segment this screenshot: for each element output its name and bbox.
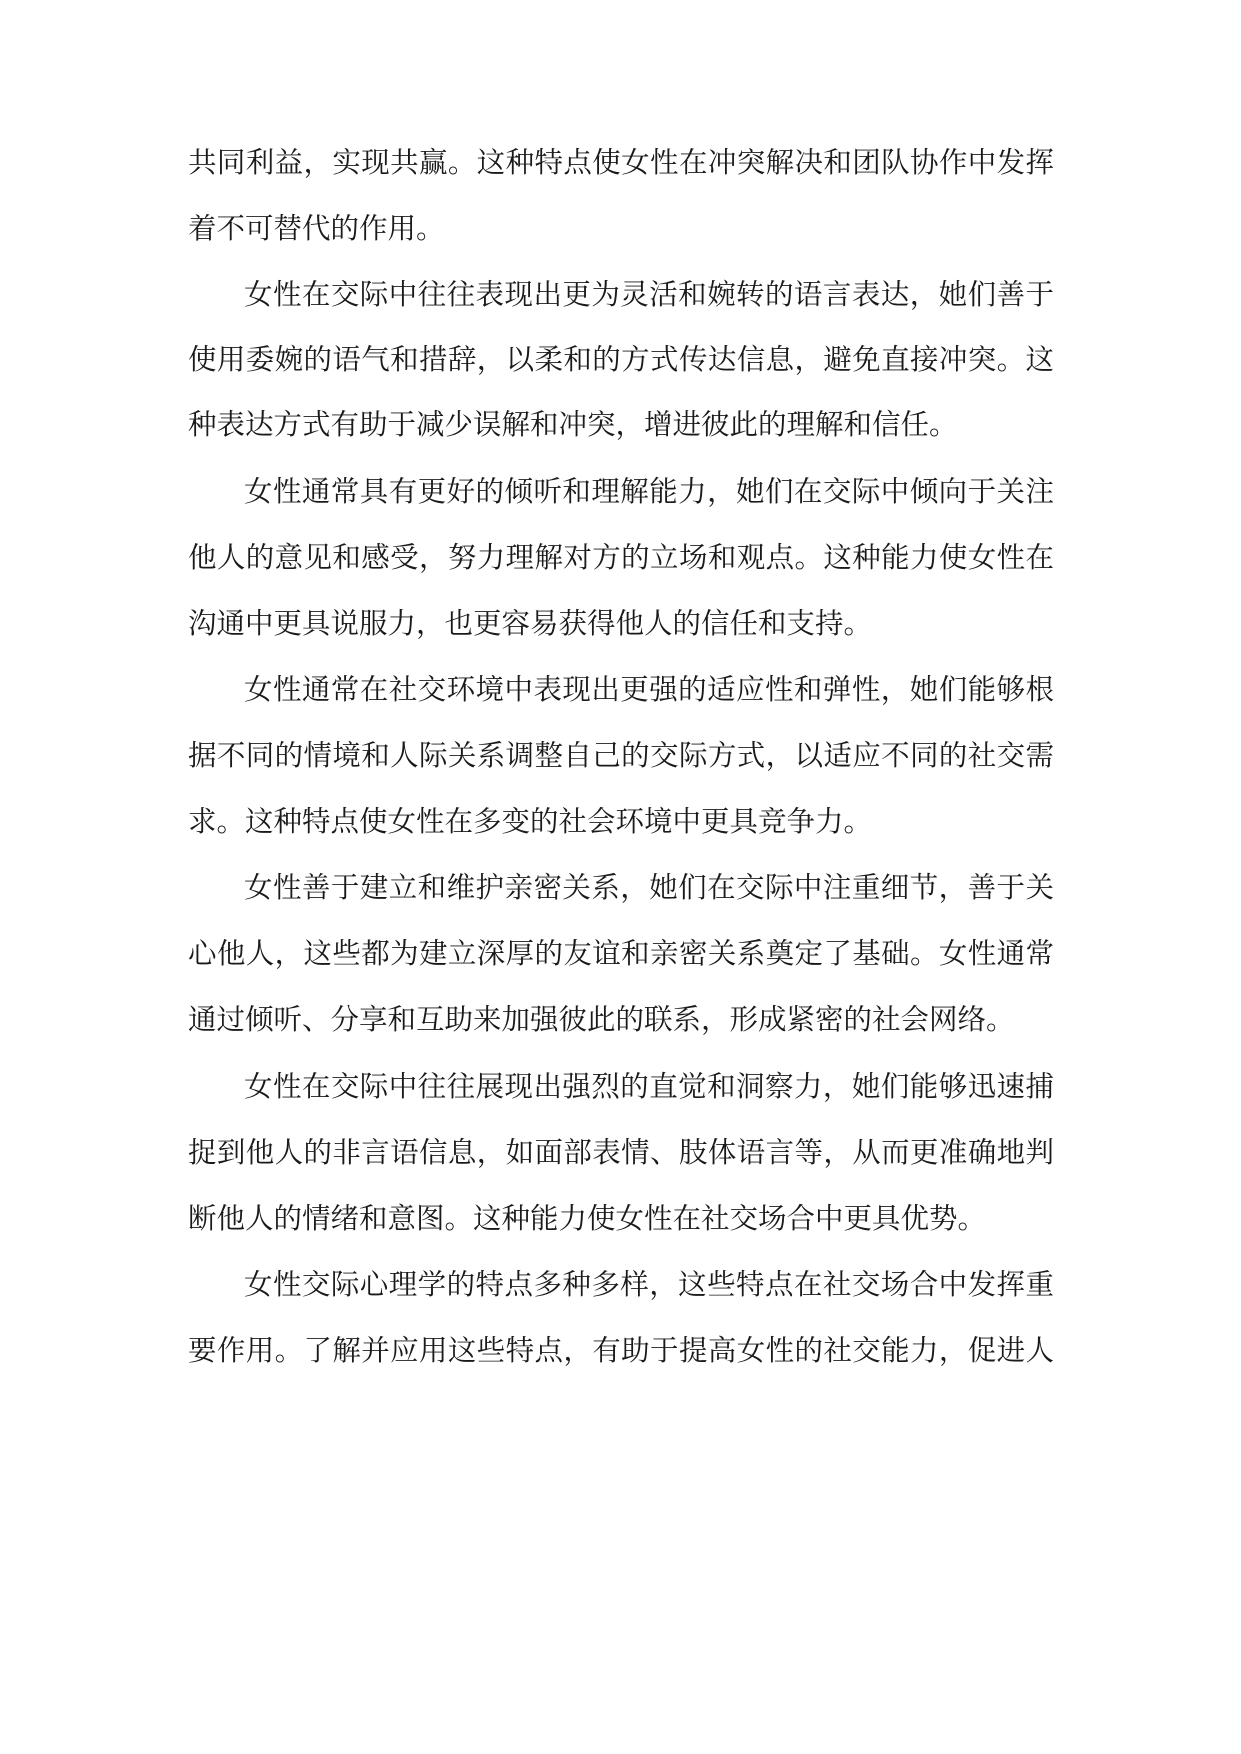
- text-line: 共同利益，实现共赢。这种特点使女性在冲突解决和团队协作中发挥: [188, 146, 1054, 179]
- text-line: 通过倾听、分享和互助来加强彼此的联系，形成紧密的社会网络。: [188, 1003, 1015, 1036]
- text-line: 着不可替代的作用。: [188, 212, 445, 245]
- text-line: 他人的意见和感受，努力理解对方的立场和观点。这种能力使女性在: [188, 541, 1054, 574]
- text-line: 捉到他人的非言语信息，如面部表情、肢体语言等，从而更准确地判: [188, 1136, 1054, 1169]
- text-line: 种表达方式有助于减少误解和冲突，增进彼此的理解和信任。: [188, 408, 958, 441]
- text-line: 求。这种特点使女性在多变的社会环境中更具竞争力。: [188, 805, 873, 838]
- text-line: 据不同的情境和人际关系调整自己的交际方式，以适应不同的社交需: [188, 739, 1054, 772]
- text-line-indented: 女性交际心理学的特点多种多样，这些特点在社交场合中发挥重: [244, 1268, 1054, 1301]
- text-line-indented: 女性在交际中往往展现出强烈的直觉和洞察力，她们能够迅速捕: [244, 1070, 1054, 1103]
- text-line: 使用委婉的语气和措辞，以柔和的方式传达信息，避免直接冲突。这: [188, 343, 1054, 376]
- text-line: 沟通中更具说服力，也更容易获得他人的信任和支持。: [188, 607, 873, 640]
- text-line: 断他人的情绪和意图。这种能力使女性在社交场合中更具优势。: [188, 1202, 987, 1235]
- text-line-indented: 女性善于建立和维护亲密关系，她们在交际中注重细节，善于关: [244, 871, 1054, 904]
- text-line: 心他人，这些都为建立深厚的友谊和亲密关系奠定了基础。女性通常: [188, 937, 1054, 970]
- text-line: 要作用。了解并应用这些特点，有助于提高女性的社交能力，促进人: [188, 1334, 1054, 1367]
- text-line-indented: 女性在交际中往往表现出更为灵活和婉转的语言表达，她们善于: [244, 278, 1054, 311]
- text-line-indented: 女性通常在社交环境中表现出更强的适应性和弹性，她们能够根: [244, 673, 1054, 706]
- text-line-indented: 女性通常具有更好的倾听和理解能力，她们在交际中倾向于关注: [244, 475, 1054, 508]
